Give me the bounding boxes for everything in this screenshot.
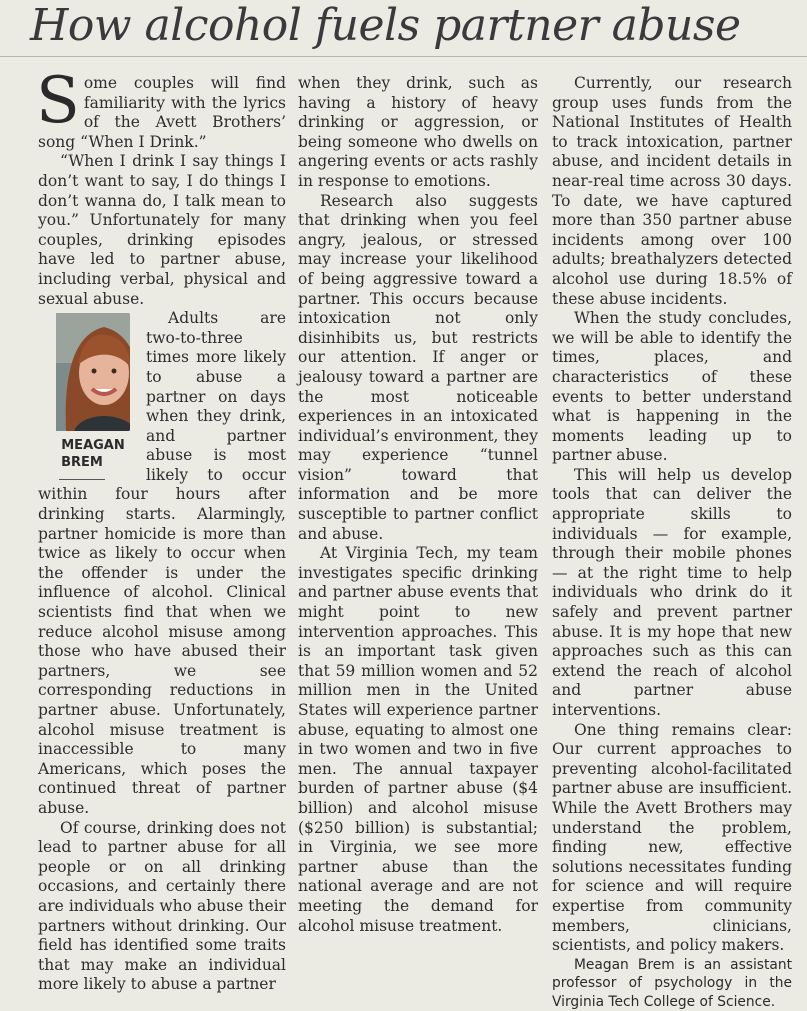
article-paragraph-7: Currently, our research group uses funds from the National Institutes of Health to track intoxication, partner abuse, and incident details in near-real time across 30 days. To date, we have captured more than 350 partner abuse incidents among over 100 adults; breathalyzers detected alcohol use during 18.5% of these abuse incidents. [552, 74, 792, 308]
article-paragraph-5: Research also suggests that drinking when you feel angry, jealous, or stressed may increase your likelihood of being aggressive toward a partner. This occurs because intoxication not only disinhibits us, but restricts our attention. If anger or jealousy toward a partner are the most noticeable experiences in an intoxicated individual’s environment, they may experience “tunnel vision” toward that information and be more susceptible to partner conflict and abuse. [298, 191, 538, 543]
paragraph-1-text: ome couples will find familiarity with the lyrics of the Avett Brothers’ song “When I Drink.” [38, 74, 286, 151]
byline-rule [59, 479, 105, 480]
article-paragraph-2: “When I drink I say things I don’t want to say, I do things I don’t wanna do, I talk mean to you.” Unfortunately for many couples, drinking episodes have led to partner abuse, including verbal, physical and sexual abuse. [38, 152, 286, 308]
author-photo-block [34, 313, 140, 480]
article-paragraph-1 [36, 64, 286, 152]
byline-last-name: BREM [61, 455, 103, 471]
article-paragraph-10: One thing remains clear: Our current approaches to preventing alcohol-facilitated partner abuse are insufficient. While the Avett Brothers may understand the problem, finding new, effective solutions necessitates funding for science and will require expertise from community members, clinicians, scientists, and policy makers. [552, 720, 792, 955]
article-paragraph-3 [38, 309, 286, 818]
author-byline [34, 437, 130, 471]
article-column-2 [298, 74, 538, 936]
byline-first-name: MEAGAN [61, 438, 125, 454]
headline: How alcohol fuels partner abuse [30, 0, 741, 51]
author-note: Meagan Brem is an assistant professor of psychology in the Virginia Tech College of Science. [552, 956, 792, 1010]
article-column-1 [36, 64, 286, 995]
article-paragraph-9: This will help us develop tools that can deliver the appropriate skills to individuals — for example, through their mobile phones — at the right time to help individuals who drink do it safely and prevent partner abuse. It is my hope that new approaches such as this can extend the reach of alcohol and partner abuse interventions. [552, 465, 792, 719]
author-portrait-icon [34, 313, 130, 431]
article-paragraph-8: When the study concludes, we will be able to identify the times, places, and characteristics of these events to better understand what is happening in the moments leading up to partner abuse. [552, 309, 792, 465]
paragraph-3-text: Adults are two-to-three times more likely to abuse a partner on days when they drink, and partner abuse is most likely to occur within four hours after drinking starts. Alarmingly, partner homicide is more than twice as likely to occur when the offender is under the influence of alcohol. Clinical scientists find that when we reduce alcohol misuse among those who have abused their partners, we see corresponding reductions in partner abuse. Unfortunately, alcohol misuse treatment is inaccessible to many Americans, which poses the continued threat of partner abuse. [38, 309, 286, 817]
article-column-3 [552, 74, 792, 1011]
article-paragraph-4: Of course, drinking does not lead to partner abuse for all people or on all drinking occasions, and certainly there are individuals who abuse their partners without drinking. Our field has identified some traits that may make an individual more likely to abuse a partner [38, 818, 286, 994]
headline-rule [0, 56, 807, 57]
drop-cap: S [36, 64, 80, 138]
article-paragraph-6: At Virginia Tech, my team investigates specific drinking and partner abuse events that might point to new intervention approaches. This is an important task given that 59 million women and 52 million men in the United States will experience partner abuse, equating to almost one in two women and two in five men. The annual taxpayer burden of partner abuse ($4 billion) and alcohol misuse ($250 billion) is substantial; in Virginia, we see more partner abuse than the national average and are not meeting the demand for alcohol misuse treatment. [298, 544, 538, 935]
continued-paragraph: when they drink, such as having a history of heavy drinking or aggression, or being someone who dwells on angering events or acts rashly in response to emotions. [298, 74, 538, 190]
